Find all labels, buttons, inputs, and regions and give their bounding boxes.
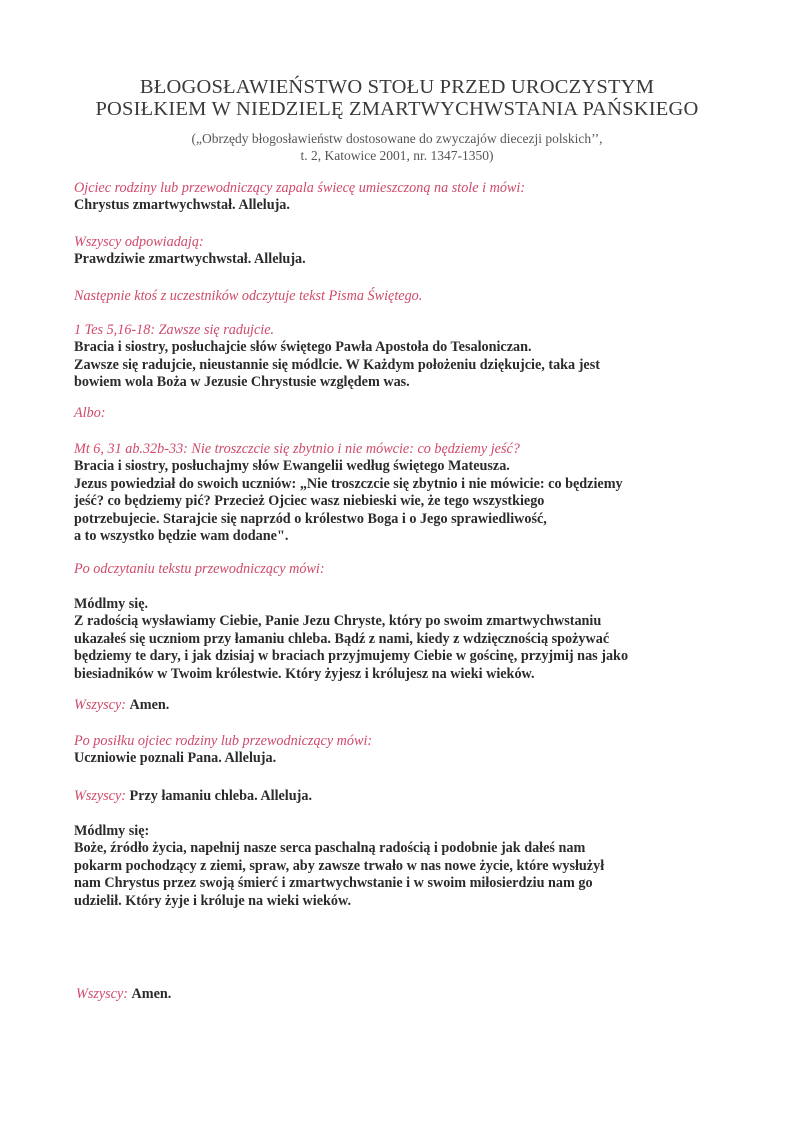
- prayer-line: nam Chrystus przez swoją śmierć i zmartwychwstanie i w swoim miłosierdziu nam go: [74, 875, 593, 892]
- reading-line: a to wszystko będzie wam dodane".: [74, 528, 289, 545]
- text: Prawdziwie zmartwychwstał. Alleluja.: [74, 251, 306, 268]
- source-citation: [0, 131, 794, 164]
- rubric: Albo:: [74, 405, 106, 421]
- reading-reference: 1 Tes 5,16-18: Zawsze się radujcie.: [74, 322, 275, 338]
- reading-reference: Mt 6, 31 ab.32b-33: Nie troszczcie się zbytnio i nie mówcie: co będziemy jeść?: [74, 441, 520, 457]
- section-amen-1: [74, 697, 734, 714]
- text: Uczniowie poznali Pana. Alleluja.: [74, 750, 277, 767]
- prayer-line: biesiadników w Twoim królestwie. Który żyjesz i królujesz na wieki wieków.: [74, 665, 535, 682]
- text: Chrystus zmartwychwstał. Alleluja.: [74, 197, 290, 214]
- reading-line: Bracia i siostry, posłuchajmy słów Ewangelii według świętego Mateusza.: [74, 458, 510, 475]
- section-reading-mt: [74, 441, 734, 545]
- rubric: Po posiłku ojciec rodziny lub przewodniczący mówi:: [74, 733, 373, 749]
- title-line-1: BŁOGOSŁAWIEŃSTWO STOŁU PRZED UROCZYSTYM: [139, 76, 655, 98]
- rubric: Po odczytaniu tekstu przewodniczący mówi:: [74, 561, 325, 577]
- section-response-2: [74, 788, 734, 805]
- reading-line: jeść? co będziemy pić? Przecież Ojciec wasz niebieski wie, że tego wszystkiego: [74, 493, 545, 510]
- source-line-2: t. 2, Katowice 2001, nr. 1347-1350): [300, 147, 494, 163]
- rubric: Wszyscy odpowiadają:: [74, 234, 204, 250]
- reading-line: potrzebujecie. Starajcie się naprzód o królestwo Boga i o Jego sprawiedliwość,: [74, 510, 547, 527]
- prayer-line: Boże, źródło życia, napełnij nasze serca paschalną radością i podobnie jak dałeś nam: [74, 840, 586, 857]
- prayer-line: pokarm pochodzący z ziemi, spraw, aby zawsze trwało w nas nowe życie, które wysłużył: [74, 857, 605, 874]
- rubric: Następnie ktoś z uczestników odczytuje tekst Pisma Świętego.: [74, 288, 423, 304]
- reading-line: Jezus powiedział do swoich uczniów: „Nie troszczcie się zbytnio i nie mówicie: co będziemy: [74, 475, 623, 492]
- prayer-line: Módlmy się:: [74, 823, 150, 839]
- source-line-1: („Obrzędy błogosławieństw dostosowane do zwyczajów diecezji polskich’’,: [191, 131, 603, 146]
- prayer-line: ukazałeś się uczniom przy łamaniu chleba. Bądź z nami, kiedy z wdzięcznością spożywać: [74, 630, 610, 647]
- rubric: Wszyscy:: [74, 788, 126, 804]
- section-reading-tes: [74, 322, 734, 392]
- rubric: Wszyscy:: [74, 697, 126, 713]
- title-line-2: POSIŁKIEM W NIEDZIELĘ ZMARTWYCHWSTANIA PAŃSKIEGO: [95, 98, 699, 120]
- reading-line: Bracia i siostry, posłuchajcie słów świętego Pawła Apostoła do Tesaloniczan.: [74, 339, 532, 356]
- section-prayer-2: [74, 823, 734, 910]
- section-alternative: [74, 405, 734, 422]
- prayer-line: udzielił. Który żyje i króluje na wieki wieków.: [74, 892, 352, 909]
- prayer-line: Z radością wysławiamy Ciebie, Panie Jezu Chryste, który po swoim zmartwychwstaniu: [74, 613, 602, 630]
- document-title: [0, 76, 794, 120]
- reading-line: Zawsze się radujcie, nieustannie się módlcie. W Każdym położeniu dziękujcie, taka jest: [74, 356, 600, 373]
- reading-line: bowiem wola Boża w Jezusie Chrystusie względem was.: [74, 374, 410, 391]
- text: Amen.: [129, 697, 170, 713]
- section-response: [74, 234, 734, 269]
- section-amen-2: [76, 986, 736, 1003]
- section-after-reading: [74, 561, 734, 578]
- text: Przy łamaniu chleba. Alleluja.: [129, 788, 313, 804]
- rubric: Ojciec rodziny lub przewodniczący zapala świecę umieszczoną na stole i mówi:: [74, 180, 526, 196]
- prayer-line: będziemy te dary, i jak dzisiaj w braciach przyjmujemy Ciebie w gościnę, przyjmij nas jako: [74, 648, 629, 665]
- section-after-meal: [74, 733, 734, 768]
- prayer-line: Módlmy się.: [74, 596, 149, 612]
- section-reading-intro: [74, 288, 734, 305]
- section-prayer-1: [74, 596, 734, 683]
- section-candle: [74, 180, 734, 215]
- rubric: Wszyscy:: [76, 986, 128, 1002]
- text: Amen.: [131, 986, 172, 1002]
